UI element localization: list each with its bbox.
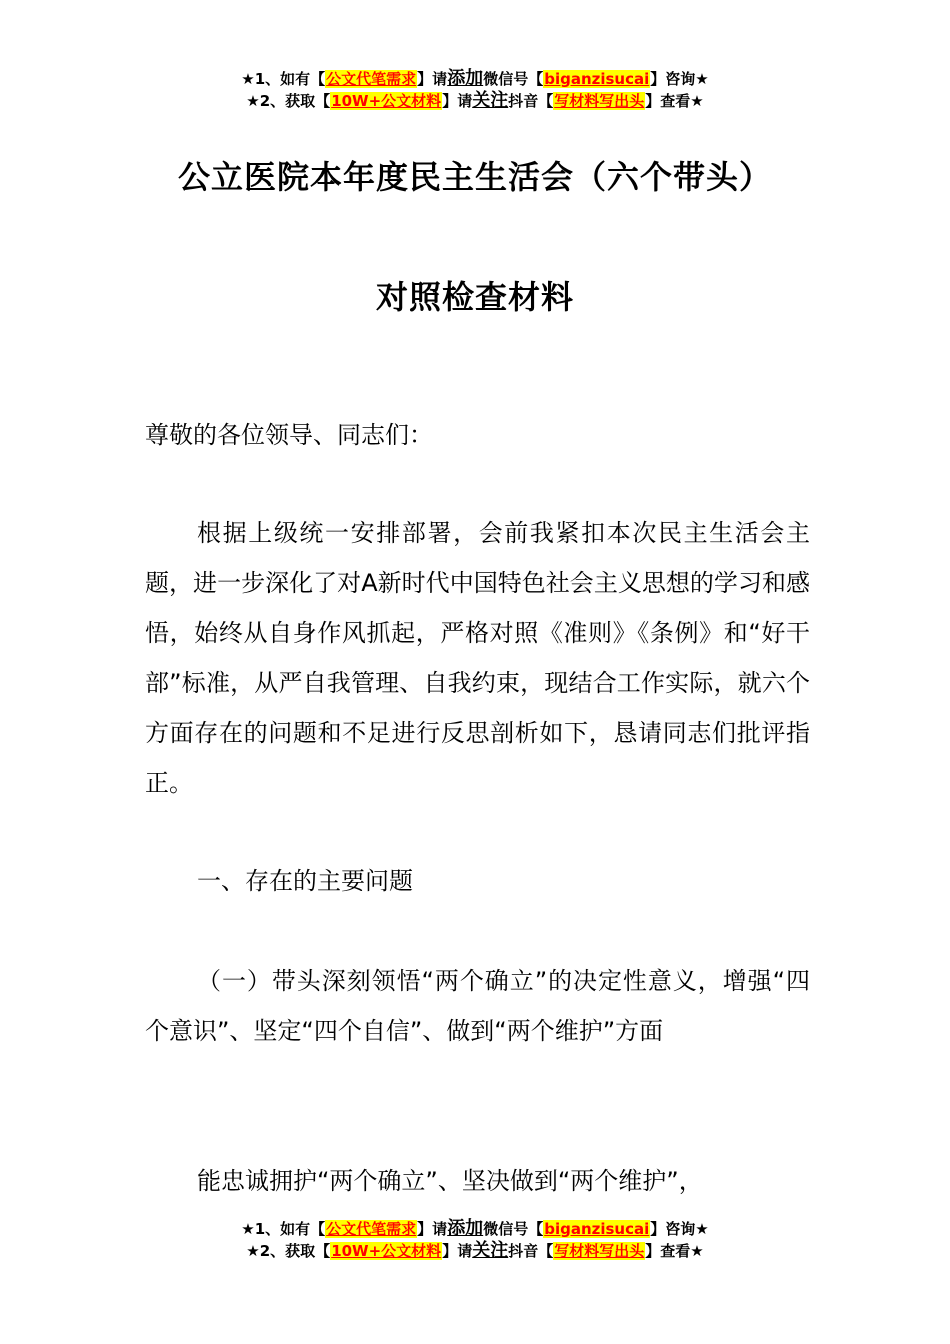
banner-highlight: 公文代笔需求 [326, 1220, 417, 1238]
banner-line-1 [0, 68, 950, 90]
banner-underline: 关注 [472, 90, 509, 111]
banner-text: 微信号【 [483, 1220, 544, 1238]
bottom-banner [0, 1218, 950, 1262]
banner-text: 】咨询★ [650, 1220, 709, 1238]
document-title-line-1: 公立医院本年度民主生活会（六个带头） [177, 158, 772, 196]
banner-highlight: 10W+公文材料 [331, 92, 442, 110]
banner-highlight: 10W+公文材料 [331, 1242, 442, 1260]
banner-line-2 [0, 1240, 950, 1262]
body-paragraph: 能忠诚拥护“两个确立”、坚决做到“两个维护”， [197, 1167, 703, 1195]
intro-paragraph: 根据上级统一安排部署，会前我紧扣本次民主生活会主题，进一步深化了对A新时代中国特色社会主义思想的学习和感悟，始终从自身作风抓起，严格对照《准则》《条例》和“好干部”标准，从严自我管理、自我约束，现结合工作实际，就六个方面存在的问题和不足进行反思剖析如下，恳请同志们批评指正。 [145, 519, 810, 797]
banner-text: ★2、获取【 [246, 92, 331, 110]
banner-text: 】查看★ [645, 92, 704, 110]
banner-text: ★2、获取【 [246, 1242, 331, 1260]
banner-text: ★1、如有【 [241, 1220, 326, 1238]
banner-underline: 关注 [472, 1240, 509, 1261]
banner-text: 】请 [417, 1220, 448, 1238]
banner-text: 】请 [417, 70, 448, 88]
banner-text: 抖音【 [508, 1242, 554, 1260]
banner-text: 抖音【 [508, 92, 554, 110]
wechat-id-highlight: biganzisucai [544, 1220, 650, 1238]
douyin-highlight: 写材料写出头 [554, 92, 645, 110]
banner-text: 】请 [442, 92, 473, 110]
greeting: 尊敬的各位领导、同志们： [145, 421, 433, 449]
banner-underline: 添加 [447, 1218, 484, 1239]
wechat-id-highlight: biganzisucai [544, 70, 650, 88]
banner-text: ★1、如有【 [241, 70, 326, 88]
document-title-line-2: 对照检查材料 [375, 278, 574, 316]
section-heading: 一、存在的主要问题 [197, 867, 413, 895]
subsection-heading: （一）带头深刻领悟“两个确立”的决定性意义，增强“四个意识”、坚定“四个自信”、做到“两个维护”方面 [145, 967, 810, 1045]
banner-line-1 [0, 1218, 950, 1240]
top-banner [0, 68, 950, 112]
banner-text: 】咨询★ [650, 70, 709, 88]
banner-text: 】请 [442, 1242, 473, 1260]
banner-line-2 [0, 90, 950, 112]
banner-text: 】查看★ [645, 1242, 704, 1260]
banner-highlight: 公文代笔需求 [326, 70, 417, 88]
banner-underline: 添加 [447, 68, 484, 89]
douyin-highlight: 写材料写出头 [554, 1242, 645, 1260]
banner-text: 微信号【 [483, 70, 544, 88]
